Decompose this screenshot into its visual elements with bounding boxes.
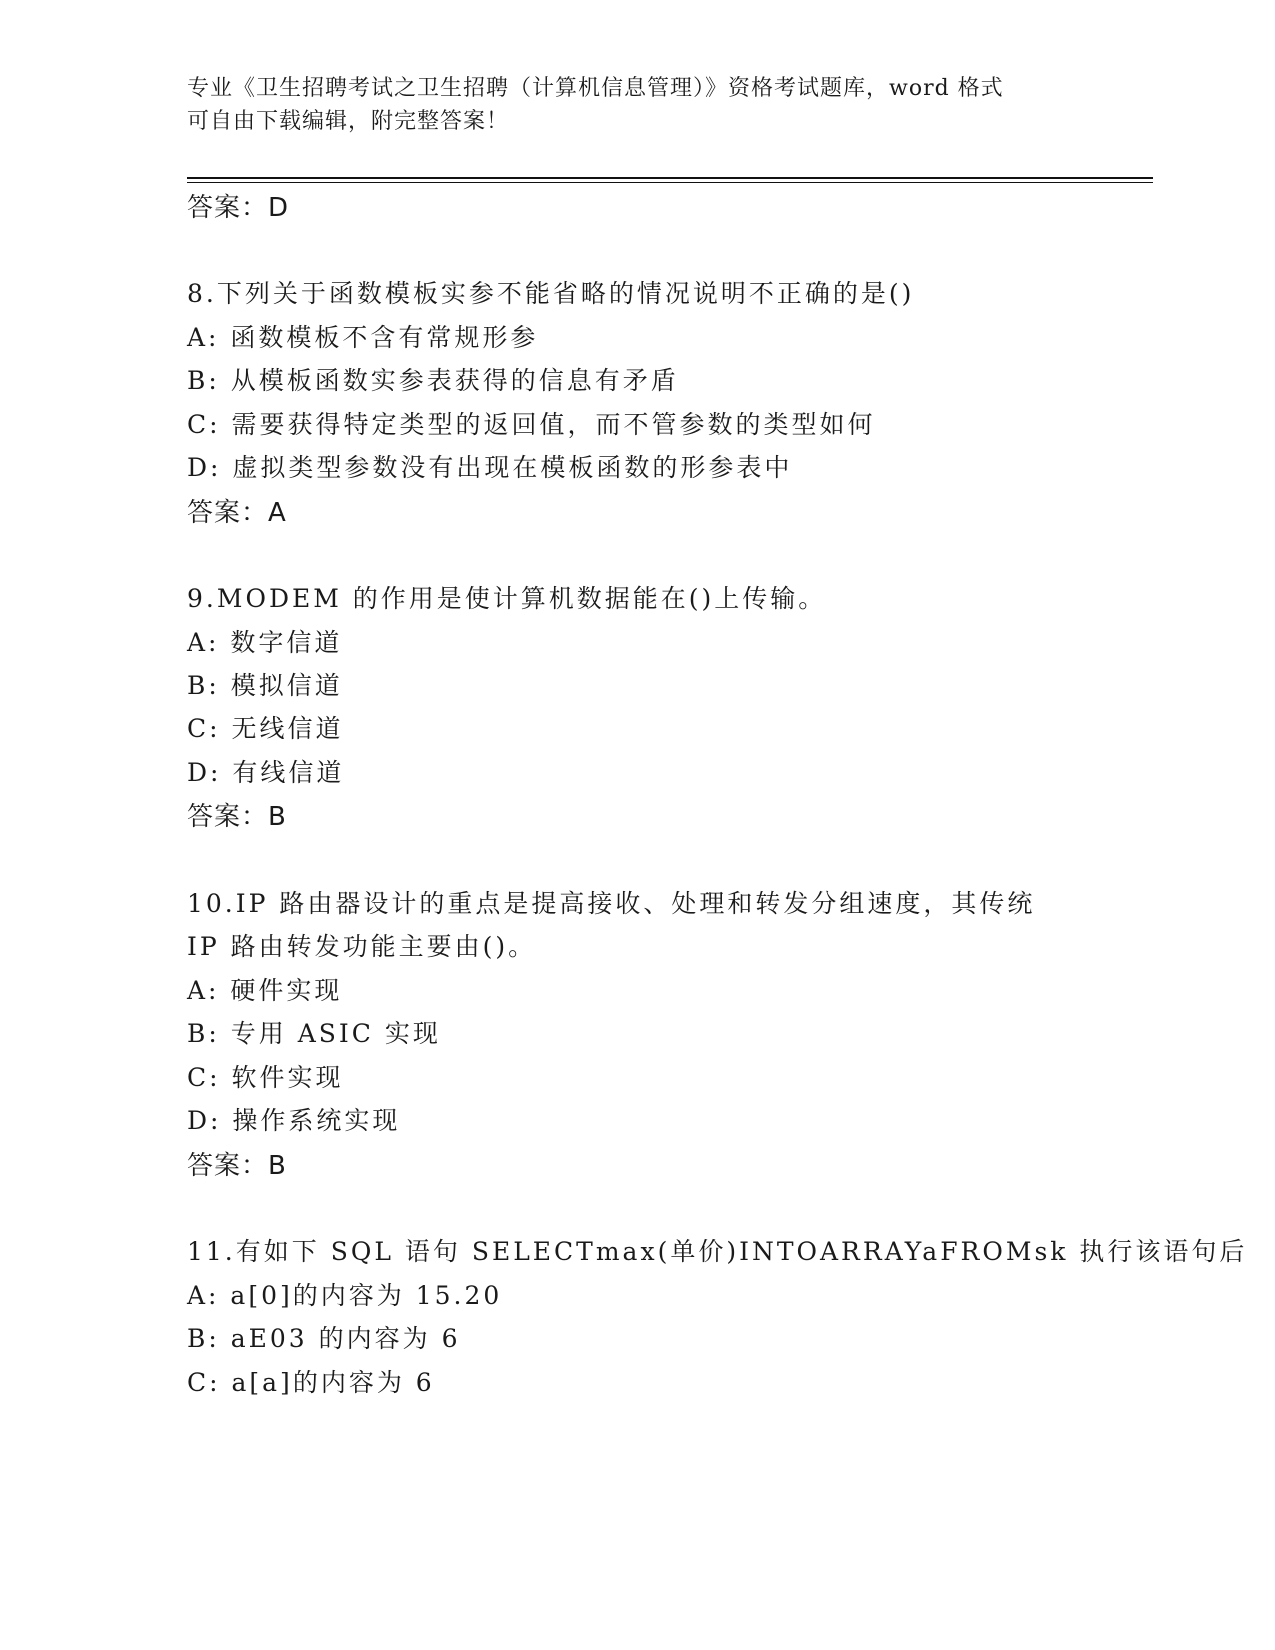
- q9-answer: 答案：B: [187, 802, 287, 832]
- header-divider-thick: [187, 177, 1153, 179]
- q8-option-d: D: 虚拟类型参数没有出现在模板函数的形参表中: [187, 453, 793, 482]
- q8-question: 8.下列关于函数模板实参不能省略的情况说明不正确的是(): [187, 279, 915, 308]
- q8-option-b: B: 从模板函数实参表获得的信息有矛盾: [187, 366, 679, 395]
- header-divider-thin: [187, 182, 1153, 183]
- q11-question: 11.有如下 SQL 语句 SELECTmax(单价)INTOARRAYaFROMsk 执行该语句后: [187, 1237, 1248, 1266]
- answer-prev: 答案：D: [187, 193, 290, 223]
- q10-option-d: D: 操作系统实现: [187, 1106, 401, 1135]
- header-line-1: 专业《卫生招聘考试之卫生招聘（计算机信息管理）》资格考试题库，word 格式: [187, 76, 1004, 101]
- document-header: [187, 72, 1087, 138]
- q8-answer: 答案：A: [187, 498, 287, 528]
- q11-option-b: B: aE03 的内容为 6: [187, 1324, 461, 1353]
- q11-option-a: A: a[0]的内容为 15.20: [187, 1281, 503, 1310]
- q9-option-c: C: 无线信道: [187, 714, 344, 743]
- q10-option-c: C: 软件实现: [187, 1063, 344, 1092]
- q9-question: 9.MODEM 的作用是使计算机数据能在()上传输。: [187, 584, 827, 613]
- q10-option-b: B: 专用 ASIC 实现: [187, 1019, 441, 1048]
- q8-option-c: C: 需要获得特定类型的返回值，而不管参数的类型如何: [187, 410, 876, 439]
- header-line-2: 可自由下载编辑，附完整答案！: [187, 109, 510, 134]
- q9-option-a: A: 数字信道: [187, 628, 343, 657]
- q9-option-d: D: 有线信道: [187, 758, 345, 787]
- q8-option-a: A: 函数模板不含有常规形参: [187, 323, 539, 352]
- q11-option-c: C: a[a]的内容为 6: [187, 1368, 435, 1397]
- q10-question-line-2: IP 路由转发功能主要由()。: [187, 932, 537, 961]
- q9-option-b: B: 模拟信道: [187, 671, 343, 700]
- q10-question-line-1: 10.IP 路由器设计的重点是提高接收、处理和转发分组速度，其传统: [187, 889, 1036, 918]
- q10-option-a: A: 硬件实现: [187, 976, 343, 1005]
- q10-answer: 答案：B: [187, 1151, 287, 1181]
